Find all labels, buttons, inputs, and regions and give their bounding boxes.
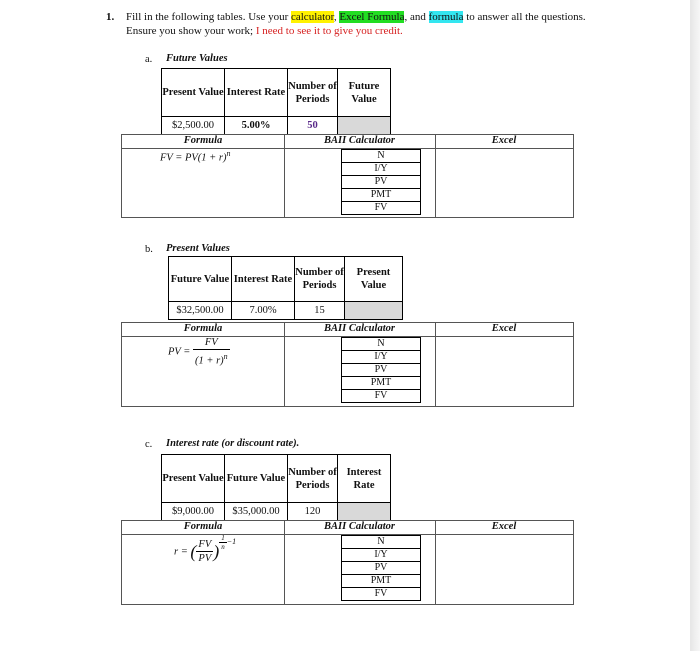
table-cell: 15 [295,302,345,320]
section-b-work-table [121,322,574,407]
calc-key-pmt[interactable]: PMT [342,189,421,202]
calculator-keys [341,535,421,601]
intro-text: Fill in the following tables. Use your [126,11,289,23]
col-header: Interest Rate [232,257,295,302]
exponent-fraction [219,534,227,551]
highlight-calculator: calculator [290,11,334,23]
excel-header: Excel [491,135,517,146]
highlight-formula: formula [428,11,464,23]
calc-key-fv[interactable]: FV [342,588,421,601]
calc-key-n[interactable]: N [342,150,421,163]
calc-key-pv[interactable]: PV [342,562,421,575]
answer-cell[interactable] [338,503,391,521]
calculator-header: BAII Calculator [324,135,395,146]
formula-header: Formula [183,323,223,334]
formula-pv [168,337,230,368]
sep-2: , and [404,11,426,23]
calc-key-n[interactable]: N [342,338,421,351]
section-a-label: a. [145,54,153,65]
calc-key-pmt[interactable]: PMT [342,377,421,390]
col-header: Present Value [162,69,225,117]
page-edge-shadow [690,0,700,651]
calc-key-n[interactable]: N [342,536,421,549]
answer-cell[interactable] [338,117,391,135]
exponent-denominator: n [221,542,225,551]
table-cell: 120 [288,503,338,521]
calculator-keys [341,337,421,403]
calc-key-fv[interactable]: FV [342,202,421,215]
calc-key-pv[interactable]: PV [342,364,421,377]
table-cell: 5.00% [225,117,288,135]
calculator-keys [341,149,421,215]
fraction-denominator: (1 + r) [194,355,224,367]
col-header: Future Value [225,455,288,503]
col-header: Number of Periods [295,257,345,302]
calc-key-fv[interactable]: FV [342,390,421,403]
section-a-input-table [161,68,391,135]
exponent-numerator: 1 [221,533,225,542]
answer-cell[interactable] [345,302,403,320]
fraction-numerator: FV [198,539,212,550]
formula-header: Formula [183,521,223,532]
col-header: Number of Periods [288,455,338,503]
calculator-header: BAII Calculator [324,521,395,532]
formula-fraction [193,337,230,368]
col-header: Interest Rate [225,69,288,117]
section-b-input-table [168,256,403,320]
formula-fraction [196,539,213,565]
formula-text: FV = PV(1 + r) [160,152,227,164]
formula-r: r = ( $\frac{FV}{PV}$ ) $^{\frac{1}{n}}$ $^{-1}$ [174,533,237,564]
formula-text: PV = [168,346,191,358]
calc-key-iy[interactable]: I/Y [342,163,421,176]
calculator-header: BAII Calculator [324,323,395,334]
col-header: Interest Rate [338,455,391,503]
highlight-excel-formula: Excel Formula [339,11,405,23]
section-a-title: Future Values [166,53,228,64]
table-cell: $2,500.00 [162,117,225,135]
section-b-title: Present Values [166,243,230,254]
excel-header: Excel [491,521,517,532]
calc-key-iy[interactable]: I/Y [342,351,421,364]
formula-text: r = [174,546,188,558]
col-header: Future Value [169,257,232,302]
col-header: Number of Periods [288,69,338,117]
col-header: Future Value [338,69,391,117]
section-c-work-table [121,520,574,605]
formula-fv [160,149,230,164]
col-header: Present Value [162,455,225,503]
calc-key-iy[interactable]: I/Y [342,549,421,562]
table-cell: 50 [288,117,338,135]
question-number: 1. [106,11,115,23]
sep-1: , [333,11,337,23]
formula-exponent: n [223,352,228,361]
exponent-minus: −1 [226,536,237,546]
calc-key-pv[interactable]: PV [342,176,421,189]
fraction-numerator: FV [193,337,230,350]
intro-tail: to answer all the questions. [466,11,586,23]
fraction-denominator: PV [198,553,212,564]
formula-exponent: n [226,149,231,158]
formula-header: Formula [183,135,223,146]
section-c-input-table [161,454,391,521]
table-cell: $9,000.00 [162,503,225,521]
section-a-work-table [121,134,574,218]
section-c-title: Interest rate (or discount rate). [166,438,300,449]
section-b-label: b. [145,244,153,255]
calc-key-pmt[interactable]: PMT [342,575,421,588]
col-header: Present Value [345,257,403,302]
instruction-text: Ensure you show your work; [126,25,254,37]
credit-warning: I need to see it to give you credit. [255,25,403,37]
table-cell: $32,500.00 [169,302,232,320]
excel-header: Excel [491,323,517,334]
section-c-label: c. [145,439,153,450]
table-cell: 7.00% [232,302,295,320]
table-cell: $35,000.00 [225,503,288,521]
